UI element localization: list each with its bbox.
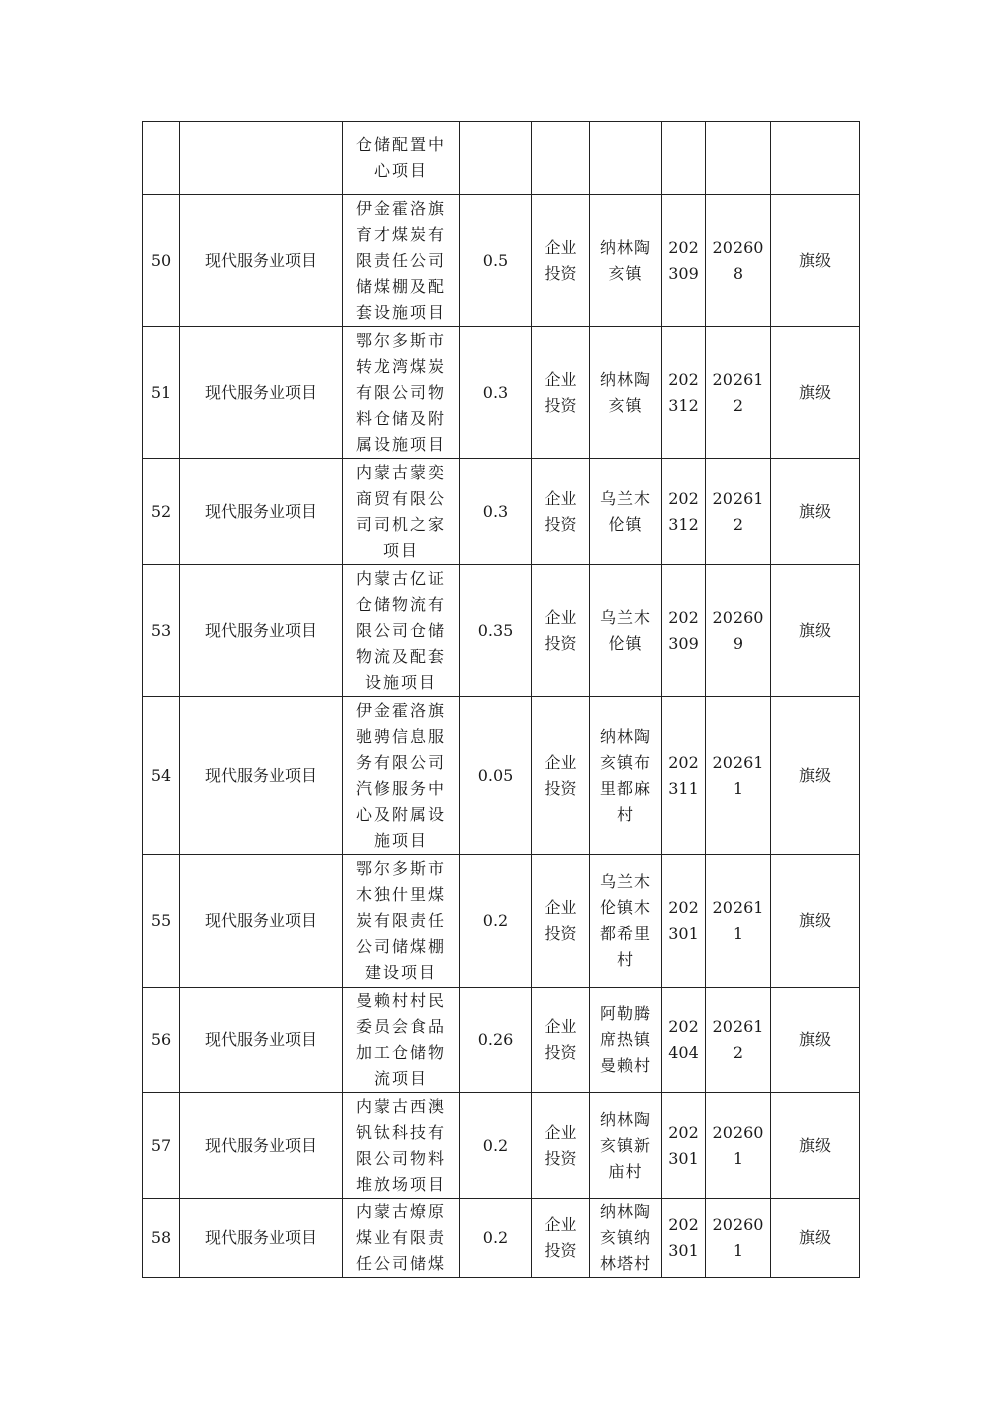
row-number: 57 — [143, 1093, 180, 1199]
project-name: 伊金霍洛旗 驰骋信息服 务有限公司 汽修服务中 心及附属设 施项目 — [343, 697, 460, 855]
row-number: 55 — [143, 855, 180, 988]
project-location: 乌兰木 伦镇 — [590, 459, 662, 565]
investment-type: 企业 投资 — [532, 855, 590, 988]
table-row — [143, 122, 860, 195]
row-number: 56 — [143, 988, 180, 1093]
table-row — [143, 565, 860, 697]
project-category: 现代服务业项目 — [180, 1199, 343, 1278]
end-date: 20260 8 — [706, 195, 771, 327]
investment-amount: 0.5 — [460, 195, 532, 327]
end-date: 20260 1 — [706, 1199, 771, 1278]
project-name: 仓储配置中 心项目 — [343, 122, 460, 195]
project-table — [142, 121, 860, 1278]
row-number: 50 — [143, 195, 180, 327]
row-number: 58 — [143, 1199, 180, 1278]
end-date — [706, 122, 771, 195]
investment-type: 企业 投资 — [532, 1199, 590, 1278]
project-category: 现代服务业项目 — [180, 565, 343, 697]
investment-amount: 0.2 — [460, 855, 532, 988]
project-location: 阿勒腾 席热镇 曼赖村 — [590, 988, 662, 1093]
investment-amount: 0.26 — [460, 988, 532, 1093]
project-level: 旗级 — [771, 1199, 860, 1278]
project-level: 旗级 — [771, 459, 860, 565]
investment-type: 企业 投资 — [532, 327, 590, 459]
end-date: 20261 2 — [706, 459, 771, 565]
project-category: 现代服务业项目 — [180, 195, 343, 327]
row-number: 54 — [143, 697, 180, 855]
project-name: 内蒙古燎原 煤业有限责 任公司储煤 — [343, 1199, 460, 1278]
project-name: 伊金霍洛旗 育才煤炭有 限责任公司 储煤棚及配 套设施项目 — [343, 195, 460, 327]
investment-type — [532, 122, 590, 195]
investment-amount: 0.3 — [460, 459, 532, 565]
project-level: 旗级 — [771, 855, 860, 988]
end-date: 20260 9 — [706, 565, 771, 697]
start-date: 202 301 — [662, 855, 706, 988]
project-category: 现代服务业项目 — [180, 1093, 343, 1199]
project-location: 纳林陶 亥镇新 庙村 — [590, 1093, 662, 1199]
project-category: 现代服务业项目 — [180, 697, 343, 855]
table-row — [143, 195, 860, 327]
project-category: 现代服务业项目 — [180, 988, 343, 1093]
project-level: 旗级 — [771, 327, 860, 459]
project-name: 鄂尔多斯市 木独什里煤 炭有限责任 公司储煤棚 建设项目 — [343, 855, 460, 988]
end-date: 20260 1 — [706, 1093, 771, 1199]
project-category: 现代服务业项目 — [180, 855, 343, 988]
table-row — [143, 1093, 860, 1199]
project-category — [180, 122, 343, 195]
project-name: 内蒙古西澳 钒钛科技有 限公司物料 堆放场项目 — [343, 1093, 460, 1199]
project-level — [771, 122, 860, 195]
investment-amount — [460, 122, 532, 195]
investment-amount: 0.05 — [460, 697, 532, 855]
project-level: 旗级 — [771, 195, 860, 327]
project-location: 纳林陶 亥镇 — [590, 327, 662, 459]
project-location: 纳林陶 亥镇 — [590, 195, 662, 327]
investment-amount: 0.2 — [460, 1093, 532, 1199]
end-date: 20261 2 — [706, 988, 771, 1093]
table-row — [143, 459, 860, 565]
investment-type: 企业 投资 — [532, 1093, 590, 1199]
project-location: 纳林陶 亥镇布 里都麻 村 — [590, 697, 662, 855]
table-row — [143, 1199, 860, 1278]
project-location: 乌兰木 伦镇 — [590, 565, 662, 697]
table-row — [143, 697, 860, 855]
project-level: 旗级 — [771, 697, 860, 855]
start-date: 202 309 — [662, 195, 706, 327]
table-row — [143, 327, 860, 459]
investment-type: 企业 投资 — [532, 195, 590, 327]
start-date: 202 311 — [662, 697, 706, 855]
start-date: 202 309 — [662, 565, 706, 697]
investment-type: 企业 投资 — [532, 697, 590, 855]
end-date: 20261 2 — [706, 327, 771, 459]
start-date: 202 301 — [662, 1093, 706, 1199]
investment-amount: 0.35 — [460, 565, 532, 697]
project-level: 旗级 — [771, 1093, 860, 1199]
project-name: 曼赖村村民 委员会食品 加工仓储物 流项目 — [343, 988, 460, 1093]
row-number: 51 — [143, 327, 180, 459]
end-date: 20261 1 — [706, 697, 771, 855]
project-location: 乌兰木 伦镇木 都希里 村 — [590, 855, 662, 988]
table-row — [143, 988, 860, 1093]
project-category: 现代服务业项目 — [180, 327, 343, 459]
row-number — [143, 122, 180, 195]
project-name: 鄂尔多斯市 转龙湾煤炭 有限公司物 料仓储及附 属设施项目 — [343, 327, 460, 459]
project-level: 旗级 — [771, 565, 860, 697]
end-date: 20261 1 — [706, 855, 771, 988]
start-date: 202 301 — [662, 1199, 706, 1278]
project-name: 内蒙古蒙奕 商贸有限公 司司机之家 项目 — [343, 459, 460, 565]
start-date: 202 312 — [662, 327, 706, 459]
table-row — [143, 855, 860, 988]
row-number: 52 — [143, 459, 180, 565]
investment-amount: 0.3 — [460, 327, 532, 459]
start-date: 202 312 — [662, 459, 706, 565]
investment-type: 企业 投资 — [532, 565, 590, 697]
project-level: 旗级 — [771, 988, 860, 1093]
investment-type: 企业 投资 — [532, 988, 590, 1093]
start-date — [662, 122, 706, 195]
project-location — [590, 122, 662, 195]
project-category: 现代服务业项目 — [180, 459, 343, 565]
project-name: 内蒙古亿证 仓储物流有 限公司仓储 物流及配套 设施项目 — [343, 565, 460, 697]
project-location: 纳林陶 亥镇纳 林塔村 — [590, 1199, 662, 1278]
row-number: 53 — [143, 565, 180, 697]
start-date: 202 404 — [662, 988, 706, 1093]
investment-amount: 0.2 — [460, 1199, 532, 1278]
investment-type: 企业 投资 — [532, 459, 590, 565]
